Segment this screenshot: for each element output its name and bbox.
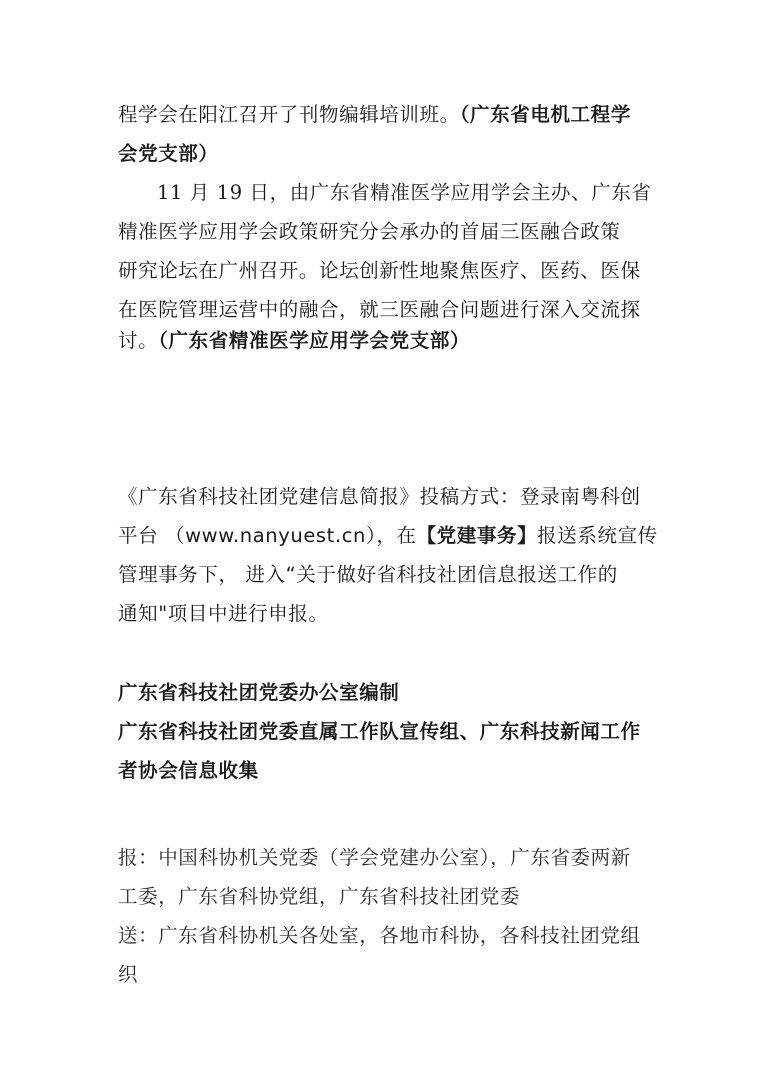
paragraph-2-line-2: 精准医学应用学会政策研究分会承办的首届三医融合政策 — [118, 220, 621, 243]
submission-platform-text: 平台 （www.nanyuest.cn），在 — [118, 524, 417, 547]
paragraph-2-line-3: 研究论坛在广州召开。论坛创新性地聚焦医疗、医药、医保 — [118, 259, 641, 282]
paragraph-2-text-end: 讨。 — [118, 329, 159, 352]
paragraph-2-line-1: 11 月 19 日，由广东省精准医学应用学会主办、广东省 — [157, 181, 652, 204]
send-line-1: 送：广东省科协机关各处室，各地市科协，各科技社团党组 — [118, 924, 641, 947]
report-line-2: 工委，广东省科协党组，广东省科技社团党委 — [118, 885, 521, 908]
paragraph-1-line-1 — [118, 100, 663, 130]
paragraph-2-line-5 — [118, 326, 663, 356]
report-line-1: 报：中国科协机关党委（学会党建办公室），广东省委两新 — [118, 846, 631, 869]
submission-line-3: 管理事务下， 进入“关于做好省科技社团信息报送工作的 — [118, 563, 618, 586]
paragraph-1-line-2: 会党支部） — [118, 142, 219, 165]
send-line-2: 织 — [118, 963, 139, 986]
paragraph-1-text: 程学会在阳江召开了刊物编辑培训班。 — [118, 103, 460, 126]
submission-line-2 — [118, 521, 663, 551]
submission-line-4: 通知"项目中进行申报。 — [118, 602, 329, 625]
paragraph-1-source: （广东省电机工程学 — [459, 103, 631, 126]
submission-line-1: 《广东省科技社团党建信息简报》投稿方式：登录南粤科创 — [118, 485, 641, 508]
editor-line-2: 广东省科技社团党委直属工作队宣传组、广东科技新闻工作 — [118, 720, 641, 743]
submission-system-text: 报送系统宣传 — [537, 524, 658, 547]
paragraph-2-line-4: 在医院管理运营中的融合，就三医融合问题进行深入交流探 — [118, 298, 641, 321]
editor-line-1: 广东省科技社团党委办公室编制 — [118, 681, 400, 704]
paragraph-2-source: （广东省精准医学应用学会党支部） — [158, 329, 471, 352]
editor-line-3: 者协会信息收集 — [118, 759, 259, 782]
submission-party-affairs: 【党建事务】 — [416, 524, 538, 547]
